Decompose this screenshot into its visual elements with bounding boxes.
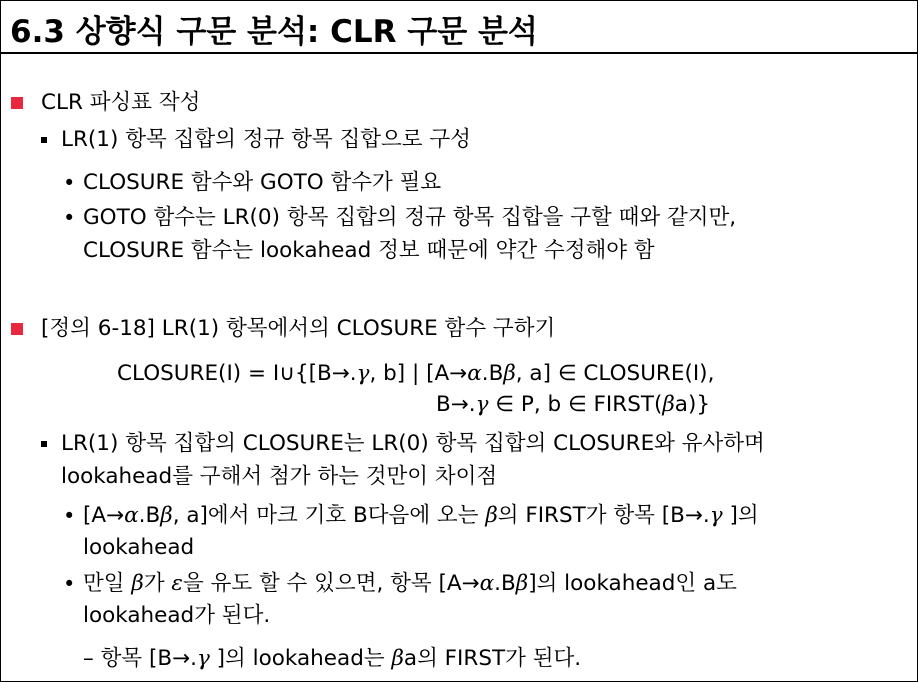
slide-title: 6.3 상향식 구문 분석: CLR 구문 분석 bbox=[10, 14, 538, 50]
title-divider bbox=[1, 52, 917, 54]
dash-bullet-icon: – bbox=[83, 646, 94, 671]
dot-bullet-icon: • bbox=[63, 171, 76, 195]
bullet-lr1-item-set: LR(1) 항목 집합의 정규 항목 집합으로 구성 bbox=[61, 127, 471, 152]
red-square-bullet-icon bbox=[11, 323, 23, 335]
red-square-bullet-icon bbox=[11, 97, 23, 109]
bullet-closure-similar-line1: LR(1) 항목 집합의 CLOSURE는 LR(0) 항목 집합의 CLOSURE와 유사하며 bbox=[61, 431, 765, 456]
bullet-first-beta-line1: [A→α.Bβ, a]에서 마크 기호 B다음에 오는 β의 FIRST가 항목 [B→.γ ]의 bbox=[83, 503, 759, 528]
section-heading-clr-table: CLR 파싱표 작성 bbox=[41, 90, 201, 115]
bullet-goto-same-line2: CLOSURE 함수는 lookahead 정보 때문에 약간 수정해야 함 bbox=[83, 238, 655, 263]
bullet-epsilon-line1: 만일 β가 ε을 유도 할 수 있으면, 항목 [A→α.Bβ]의 lookahead인 a도 bbox=[83, 571, 737, 596]
sub-bullet-lookahead-first: – 항목 [B→.γ ]의 lookahead는 βa의 FIRST가 된다. bbox=[83, 646, 582, 671]
section-heading-definition: [정의 6-18] LR(1) 항목에서의 CLOSURE 함수 구하기 bbox=[41, 316, 556, 341]
bullet-closure-similar-line2: lookahead를 구해서 첨가 하는 것만이 차이점 bbox=[61, 464, 498, 489]
square-bullet-icon bbox=[41, 137, 47, 143]
closure-formula-line1: CLOSURE(I) = I∪{[B→.γ, b] | [A→α.Bβ, a] ∈ CLOSURE(I), bbox=[117, 361, 715, 386]
dot-bullet-icon: • bbox=[63, 572, 76, 596]
bullet-goto-same-line1: GOTO 함수는 LR(0) 항목 집합의 정규 항목 집합을 구할 때와 같지만, bbox=[83, 205, 737, 230]
bullet-first-beta-line2: lookahead bbox=[83, 535, 195, 560]
dot-bullet-icon: • bbox=[63, 206, 76, 230]
bullet-closure-goto-needed: CLOSURE 함수와 GOTO 함수가 필요 bbox=[83, 170, 442, 195]
square-bullet-icon bbox=[41, 441, 47, 447]
bullet-epsilon-line2: lookahead가 된다. bbox=[83, 603, 271, 628]
closure-formula-line2: B→.γ ∈ P, b ∈ FIRST(βa)} bbox=[436, 392, 711, 417]
dot-bullet-icon: • bbox=[63, 504, 76, 528]
